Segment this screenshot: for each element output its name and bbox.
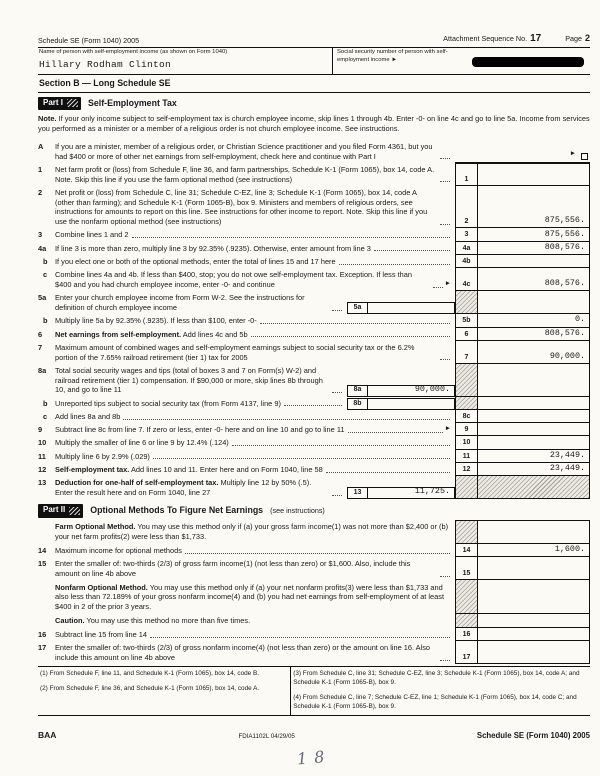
shaded-cell [477,476,590,499]
line-7-box: 7 [455,341,477,364]
empty-number-cell [38,520,55,544]
nonfarm-method-text: Nonfarm Optional Method. You may use this method only if (a) your net nonfarm profits(3) were less than $1,733 and also less than 72.189% of your gross nonfarm income(4) and (b) you had net earnings from self-employment of at least $400 in 2 of the prior 3 years. [55,582,445,612]
line-5b-text: Multiply line 5a by 92.35% (.9235). If less than $100, enter -0- [55,316,257,326]
line-16-desc [55,628,455,641]
caution-outer-cell [477,614,590,628]
line-4a-number: 4a [38,243,47,253]
line-1-amount [477,163,590,186]
empty-number-cell [38,614,55,628]
line-1-desc [55,163,455,186]
name-field-label: Name of person with self-employment income (as shown on Form 1040) [39,49,228,56]
attachment-number: 17 [530,33,542,44]
line-2-desc [55,186,455,229]
line-17 [38,641,590,664]
footnote-3: (3) From Schedule C, line 31; Schedule C-EZ, line 3; Schedule K-1 (Form 1065), box 14, code A; and Schedule K-1 (Form 1065-B), box 9. [293,670,580,687]
part2-header [38,504,590,518]
dot-leader [123,419,450,420]
page-number-value: 2 [584,33,590,44]
line-15-desc [55,557,455,580]
line-4c-desc [55,268,455,291]
farm-outer-cell [477,520,590,544]
line-8c-box: 8c [455,410,477,423]
line-9 [38,423,590,436]
note-text: If your only income subject to self-employment tax is church employee income, skip lines 1 through 4b. Enter -0- on line 4c and go to line 5a. Income from services you performed as a minister or a member of a religious order is not church employee income. See instructions. [38,114,590,134]
line-11-desc [55,450,455,463]
dot-leader [440,359,450,360]
line-1-box: 1 [455,163,477,186]
line-13-text: Deduction for one-half of self-employment tax. Multiply line 12 by 50% (.5). Enter the result here and on Form 1040, line 27 [55,478,312,497]
line-8b-amount [367,398,455,410]
line-17-desc [55,641,455,664]
line-13-box: 13 [347,487,367,499]
dot-leader [440,181,450,182]
line-8c [38,410,590,423]
line-4b-desc [55,255,455,268]
part2-title: Optional Methods To Figure Net Earnings [90,505,264,516]
line-5b-amount: 0. [477,314,590,327]
line-9-number: 9 [38,425,43,435]
line-9-desc [55,423,455,436]
line-8b-outer-cell [477,397,590,410]
line-14-desc [55,544,455,557]
line-16-amount [477,628,590,641]
arrow-icon: ► [444,280,451,288]
line-4a [38,242,590,255]
line-4a-desc [55,242,455,255]
line-5b-desc [55,314,455,327]
line-14-box: 14 [455,544,477,557]
line-12-amount: 23,449. [477,463,590,476]
line-10-number: 10 [38,438,47,448]
attachment-label: Attachment Sequence No. [443,34,528,43]
name-field [38,48,332,74]
line-4b-text: If you elect one or both of the optional methods, enter the total of lines 15 and 17 here [55,256,336,266]
line-6-amount: 808,576. [477,328,590,341]
line-8a-desc [55,364,347,397]
line-4b [38,255,590,268]
line-5a-number: 5a [38,293,47,303]
line-5b-number: b [43,316,48,326]
caution-text: Caution. You may use this method no more than five times. [55,616,251,626]
part2-badge-label: Part II [43,505,66,515]
shaded-cell [455,476,477,499]
badge-hatch-decoration [69,507,80,515]
line-12 [38,463,590,476]
line-1 [38,163,590,186]
line-a-desc [55,140,455,163]
line-5b [38,314,590,327]
line-13-number: 13 [38,478,47,488]
line-6-text: Net earnings from self-employment. Add lines 4c and 5b [55,329,248,339]
dot-leader [433,287,443,288]
line-6-desc [55,328,455,341]
line-3-desc [55,228,455,241]
line-13-desc [55,476,347,499]
dot-leader [284,405,342,406]
line-a-number: A [38,141,44,151]
footnotes [38,666,590,716]
part2-badge [38,504,83,518]
page-number [565,33,590,45]
nonfarm-optional-method [38,580,590,614]
line-15-number: 15 [38,559,47,569]
line-3-text: Combine lines 1 and 2 [55,230,129,240]
line-4a-box: 4a [455,242,477,255]
line-8a-number: 8a [38,365,47,375]
dot-leader [150,637,450,638]
ssn-field-label: Social security number of person with self-employment income ► [337,49,448,63]
empty-number-cell [38,580,55,614]
line-8b-box: 8b [347,398,367,410]
dot-leader [260,323,450,324]
part1-badge-label: Part I [43,97,64,107]
line-8b-number: b [43,398,48,408]
header-right [443,32,590,45]
line-7-desc [55,341,455,364]
dot-leader [332,310,342,311]
line-5a-desc [55,291,347,314]
line-8a-amount: 90,000. [367,385,455,397]
line-9-box: 9 [455,423,477,436]
section-b-title: Section B — Long Schedule SE [38,75,590,93]
part1-title: Self-Employment Tax [88,97,177,108]
footer-form-code: FDIA1102L 04/29/05 [238,732,295,740]
ssn-field [332,48,590,74]
line-14-number: 14 [38,545,47,555]
line-2 [38,186,590,229]
dot-leader [326,472,450,473]
spacer [38,716,590,726]
line-2-amount: 875,556. [477,186,590,229]
note-lead: Note. [38,114,57,124]
arrow-icon: ► [444,425,451,433]
footnotes-left-column [38,667,291,715]
part2-title-note: (see instructions) [270,506,325,516]
page-footer [38,727,590,741]
line-6-number: 6 [38,329,43,339]
dot-leader [440,224,450,225]
dot-leader [232,445,450,446]
line-4a-text: If line 3 is more than zero, multiply line 3 by 92.35% (.9235). Otherwise, enter amount from line 3 [55,243,371,253]
line-7-text: Maximum amount of combined wages and self-employment earnings subject to social security tax or the 6.2% portion of the 7.65% railroad retirement (tier 1) tax for 2005 [55,342,415,362]
line-4c-amount: 808,576. [477,268,590,291]
checkbox-a-icon [581,153,588,160]
footer-baa: BAA [38,729,57,740]
line-2-text: Net profit or (loss) from Schedule C, line 31; Schedule C-EZ, line 3; Schedule K-1 (Form 1065), box 14, code A (other than farming); and Schedule K-1 (Form 1065-B), box 9. Ministers and members of religious orders, see instructions for amounts to report on this line. See instructions for other income to report. Note. Skip this line if you use the nonfarm optional method (see instructions) [55,187,428,227]
line-5a-text: Enter your church employee income from Form W-2. See the instructions for definition of church employee income [55,293,305,312]
line-17-box: 17 [455,641,477,664]
page-label: Page [565,34,582,44]
footnotes-right-column [291,667,590,715]
line-14-amount: 1,600. [477,544,590,557]
line-4c-text: Combine lines 4a and 4b. If less than $400, stop; you do not owe self-employment tax. Exception. If less than $400 and you had church employee income, enter -0- and continue [55,270,413,289]
dot-leader [339,264,450,265]
line-10-amount [477,436,590,449]
line-12-number: 12 [38,464,47,474]
footer-schedule-title: Schedule SE (Form 1040) 2005 [476,730,590,740]
line-11-box: 11 [455,450,477,463]
farm-optional-method [38,520,590,544]
line-4c-number: c [43,270,48,280]
line-4a-amount: 808,576. [477,242,590,255]
line-2-number: 2 [38,187,43,197]
line-1-number: 1 [38,164,43,174]
part1-header [38,97,590,111]
line-a [38,140,590,163]
dot-leader [251,336,450,337]
caution-line [38,614,590,628]
line-3-box: 3 [455,228,477,241]
line-5a [38,291,590,314]
shaded-cell [455,520,477,544]
dot-leader [132,237,450,238]
line-10 [38,436,590,449]
line-6 [38,328,590,341]
handwritten-page-number: 18 [296,746,332,769]
line-5a-outer-cell [477,291,590,314]
footnote-4: (4) From Schedule C, line 7; Schedule C-EZ, line 1; Schedule K-1 (Form 1065), box 14, code C; and Schedule K-1 (Form 1065-B), box 9. [293,694,577,711]
ssn-redaction-bar [472,57,584,67]
dot-leader [332,392,342,393]
line-2-box: 2 [455,186,477,229]
shaded-cell [455,614,477,628]
line-4b-number: b [43,256,48,266]
line-a-checkbox-area [455,140,590,163]
shaded-cell [455,364,477,397]
line-12-text: Self-employment tax. Add lines 10 and 11. Enter here and on Form 1040, line 58 [55,464,323,474]
line-16-box: 16 [455,628,477,641]
line-6-box: 6 [455,328,477,341]
badge-hatch-decoration [67,99,78,107]
part1-badge [38,97,81,111]
farm-method-text: Farm Optional Method. You may use this method only if (a) your gross farm income(1) was not more than $2,400 or (b) your net farm profits(2) were less than $1,733. [55,522,449,542]
line-5b-box: 5b [455,314,477,327]
dot-leader [348,432,443,433]
line-a-text: If you are a minister, member of a religious order, or Christian Science practitioner and you filed Form 4361, but you had $400 or more of other net earnings from self-employment, check here and continue with Part I [55,141,433,161]
line-3-number: 3 [38,230,43,240]
line-9-amount [477,423,590,436]
line-7-amount: 90,000. [477,341,590,364]
dot-leader [185,553,450,554]
page-header [38,32,590,47]
line-8b-text: Unreported tips subject to social security tax (from Form 4137, line 9) [55,398,281,408]
line-14-text: Maximum income for optional methods [55,545,182,555]
attachment-sequence [443,32,541,45]
dot-leader [440,576,450,577]
footnote-1: (1) From Schedule F, line 11, and Schedule K-1 (Form 1065), box 14, code B. [40,670,260,678]
arrow-icon: ► [569,150,576,158]
line-8b [38,397,590,410]
line-10-box: 10 [455,436,477,449]
line-15-box: 15 [455,557,477,580]
line-16-text: Subtract line 15 from line 14 [55,630,148,640]
line-8a [38,364,590,397]
line-16 [38,628,590,641]
shaded-cell [455,580,477,614]
line-13 [38,476,590,499]
line-8c-number: c [43,411,48,421]
line-9-text: Subtract line 8c from line 7. If zero or less, enter -0- here and on line 10 and go to line 11 [55,425,345,435]
line-1-text: Net farm profit or (loss) from Schedule F, line 36, and farm partnerships, Schedule K-1 (Form 1065), box 14, code A. Note. Skip this line if you use the farm optional method (see instructions) [55,164,435,184]
line-15 [38,557,590,580]
line-14 [38,544,590,557]
line-3-amount: 875,556. [477,228,590,241]
shaded-cell [455,291,477,314]
footnote-2: (2) From Schedule F, line 36, and Schedule K-1 (Form 1065), box 14, code A. [40,685,260,693]
name-ssn-box [38,47,590,75]
line-8a-box: 8a [347,385,367,397]
line-17-text: Enter the smaller of: two-thirds (2/3) of gross nonfarm income(4) (not less than zero) or the amount on line 16. Also include this amount on line 4b above [55,643,431,663]
line-3 [38,228,590,241]
dot-leader [374,250,450,251]
dot-leader [440,158,450,159]
line-12-box: 12 [455,463,477,476]
line-4b-amount [477,255,590,268]
line-11-text: Multiply line 6 by 2.9% (.029) [55,451,150,461]
line-5a-box: 5a [347,302,367,314]
line-15-amount [477,557,590,580]
dot-leader [440,660,450,661]
line-12-desc [55,463,455,476]
line-8c-text: Add lines 8a and 8b [55,411,121,421]
form-title: Schedule SE (Form 1040) 2005 [38,35,140,45]
line-17-number: 17 [38,643,47,653]
line-8c-desc [55,410,455,423]
line-15-text: Enter the smaller of: two-thirds (2/3) of gross farm income(1) (not less than zero) or $1,600. Also, include this amount on line 4b above [55,559,411,578]
line-7-number: 7 [38,342,43,352]
line-4c [38,268,590,291]
line-16-number: 16 [38,630,47,640]
dot-leader [153,458,450,459]
line-13-amount: 11,725. [367,487,455,499]
line-11-amount: 23,449. [477,450,590,463]
dot-leader [332,495,342,496]
part1-note [38,114,590,134]
line-11 [38,450,590,463]
line-10-text: Multiply the smaller of line 6 or line 9 by 12.4% (.124) [55,438,229,448]
name-field-value: Hillary Rodham Clinton [39,58,172,70]
line-8b-desc [55,397,347,410]
line-10-desc [55,436,455,449]
shaded-cell [455,397,477,410]
line-4c-box: 4c [455,268,477,291]
line-8c-amount [477,410,590,423]
line-4b-box: 4b [455,255,477,268]
line-8a-outer-cell [477,364,590,397]
line-11-number: 11 [38,451,46,461]
line-5a-amount [367,302,455,314]
line-17-amount [477,641,590,664]
line-7 [38,341,590,364]
nonfarm-outer-cell [477,580,590,614]
line-8a-text: Total social security wages and tips (total of boxes 3 and 7 on Form(s) W-2) and railroad retirement (tier 1) compensation. If $90,000 or more, skip lines 8b through 10, and go to line 11 [55,365,323,395]
